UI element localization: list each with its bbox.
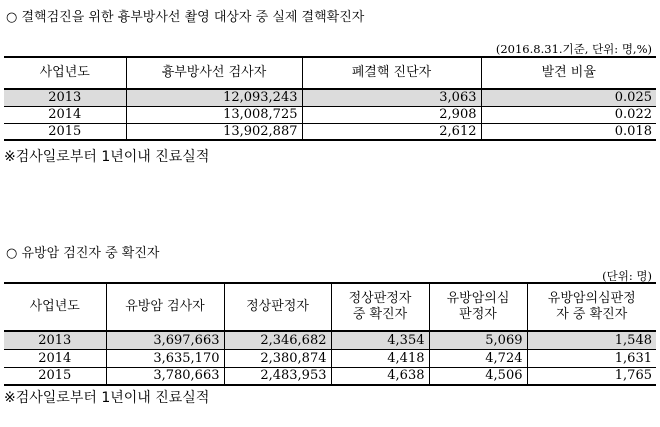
tb-screening-table [4, 56, 656, 141]
cell-diagnosed: 3,063 [302, 89, 481, 106]
header-normal-judged [224, 283, 331, 331]
header-year [4, 283, 106, 331]
header-normal-judged-line: 정상판정자 [246, 299, 309, 314]
table-header-row [4, 283, 656, 331]
cell-rate: 0.025 [481, 89, 656, 106]
header-breast-examinees [106, 283, 224, 331]
cell-suspected: 5,069 [429, 331, 527, 349]
cell-diagnosed: 2,908 [302, 106, 481, 123]
cell-normal-confirmed: 4,638 [331, 367, 429, 385]
cell-suspected-confirmed: 1,631 [527, 349, 656, 367]
table-row [4, 349, 656, 367]
table-row [4, 106, 656, 123]
cell-year: 2015 [4, 123, 126, 140]
header-detection-rate: 발견 비율 [481, 57, 656, 89]
cell-year: 2014 [4, 106, 126, 123]
header-year: 사업년도 [39, 65, 90, 80]
cell-examinees: 12,093,243 [126, 89, 302, 106]
header-breast-examinees-line: 유방암 검사자 [125, 299, 205, 314]
breast-cancer-table-footnote: ※검사일로부터 1년이내 진료실적 [4, 390, 210, 406]
header-year-line: 사업년도 [29, 299, 80, 314]
breast-cancer-table-unit-note: (단위: 명) [602, 269, 652, 283]
cell-normal: 2,346,682 [224, 331, 331, 349]
cell-rate: 0.018 [481, 123, 656, 140]
header-line-2: 판정자 [459, 307, 497, 322]
table-row [4, 367, 656, 385]
cell-examinees: 13,902,887 [126, 123, 302, 140]
header-normal-confirmed [331, 283, 429, 331]
cell-examinees: 3,780,663 [106, 367, 224, 385]
tb-table-footnote: ※검사일로부터 1년이내 진료실적 [4, 149, 210, 165]
cell-diagnosed: 2,612 [302, 123, 481, 140]
cell-suspected: 4,724 [429, 349, 527, 367]
header-suspected-judged [429, 283, 527, 331]
header-line-1: 유방암의심판정 [547, 291, 636, 306]
header-tb-diagnosed: 폐결핵 진단자 [302, 57, 481, 89]
tb-screening-table-title: ○ 결핵검진을 위한 흉부방사선 촬영 대상자 중 실제 결핵확진자 [6, 10, 365, 25]
cell-suspected-confirmed: 1,548 [527, 331, 656, 349]
cell-normal: 2,483,953 [224, 367, 331, 385]
cell-examinees: 3,697,663 [106, 331, 224, 349]
cell-year: 2013 [4, 331, 106, 349]
cell-suspected-confirmed: 1,765 [527, 367, 656, 385]
breast-cancer-table-title: ○ 유방암 검진자 중 확진자 [6, 246, 160, 261]
table-row [4, 123, 656, 140]
cell-examinees: 13,008,725 [126, 106, 302, 123]
cell-suspected: 4,506 [429, 367, 527, 385]
tb-table-unit-note: (2016.8.31.기준, 단위: 명,%) [495, 42, 652, 56]
table-row [4, 89, 656, 106]
cell-year: 2014 [4, 349, 106, 367]
cell-examinees: 3,635,170 [106, 349, 224, 367]
cell-normal-confirmed: 4,418 [331, 349, 429, 367]
header-chest-xray-examinees: 흉부방사선 검사자 [126, 57, 302, 89]
cell-year: 2015 [4, 367, 106, 385]
cell-rate: 0.022 [481, 106, 656, 123]
header-line-2: 자 중 확진자 [556, 307, 628, 322]
cell-normal-confirmed: 4,354 [331, 331, 429, 349]
cell-year: 2013 [4, 89, 126, 106]
header-line-2: 중 확진자 [352, 307, 408, 322]
table-row [4, 331, 656, 349]
breast-cancer-table [4, 282, 656, 386]
table-header-row [4, 57, 656, 89]
header-line-1: 정상판정자 [348, 291, 412, 306]
header-line-1: 유방암의심 [446, 291, 510, 306]
header-suspected-confirmed [527, 283, 656, 331]
cell-normal: 2,380,874 [224, 349, 331, 367]
